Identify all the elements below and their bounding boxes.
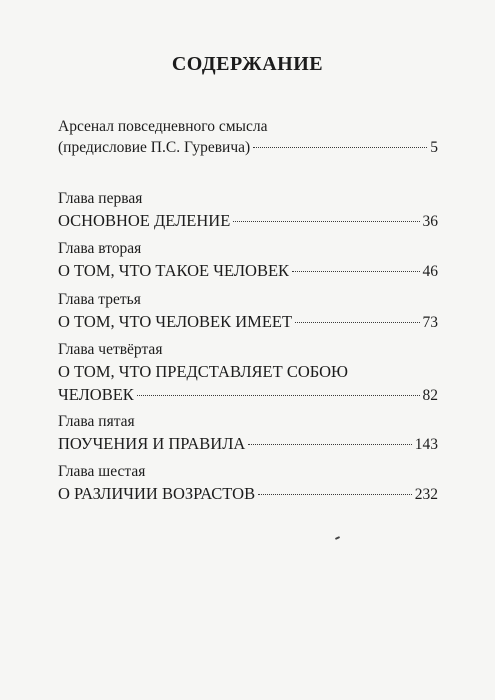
dot-leader bbox=[248, 444, 411, 445]
page-number: 46 bbox=[422, 263, 438, 280]
page-number: 36 bbox=[422, 213, 438, 230]
page-number: 73 bbox=[422, 314, 438, 331]
chapter-label: Глава четвёртая bbox=[58, 341, 163, 358]
chapter-row bbox=[58, 310, 438, 333]
chapter-label: Глава третья bbox=[58, 291, 141, 308]
dot-leader bbox=[258, 494, 412, 495]
toc-entry-chapter-1 bbox=[58, 188, 438, 232]
dot-leader bbox=[253, 147, 427, 148]
chapter-title: ПОУЧЕНИЯ И ПРАВИЛА bbox=[58, 434, 246, 453]
chapter-title: О ТОМ, ЧТО ТАКОЕ ЧЕЛОВЕК bbox=[58, 261, 290, 280]
dot-leader bbox=[295, 322, 419, 323]
toc-entry-chapter-4 bbox=[58, 339, 438, 406]
chapter-label: Глава вторая bbox=[58, 240, 142, 257]
toc-entry-preface bbox=[58, 116, 438, 158]
chapter-row bbox=[58, 209, 438, 232]
chapter-title: ЧЕЛОВЕК bbox=[58, 385, 134, 404]
chapter-label: Глава первая bbox=[58, 190, 143, 207]
dot-leader bbox=[137, 395, 420, 396]
page-number: 143 bbox=[414, 436, 438, 453]
chapter-title: О РАЗЛИЧИИ ВОЗРАСТОВ bbox=[58, 484, 256, 503]
toc-entry-chapter-6 bbox=[58, 461, 438, 505]
toc-entry-chapter-2 bbox=[58, 238, 438, 282]
preface-row bbox=[58, 137, 438, 158]
chapter-label: Глава шестая bbox=[58, 463, 146, 480]
toc-entry-chapter-3 bbox=[58, 289, 438, 333]
page-number: 82 bbox=[422, 387, 438, 404]
chapter-title-line1: О ТОМ, ЧТО ПРЕДСТАВЛЯЕТ СОБОЮ bbox=[58, 362, 348, 381]
print-speck bbox=[335, 536, 340, 540]
chapter-row bbox=[58, 383, 438, 406]
preface-title: Арсенал повседневного смысла bbox=[58, 118, 268, 135]
preface-subtitle: (предисловие П.С. Гуревича) bbox=[58, 139, 251, 156]
dot-leader bbox=[233, 221, 419, 222]
chapter-label: Глава пятая bbox=[58, 413, 135, 430]
page-number: 5 bbox=[430, 139, 438, 156]
chapter-title: ОСНОВНОЕ ДЕЛЕНИЕ bbox=[58, 211, 231, 230]
chapter-title: О ТОМ, ЧТО ЧЕЛОВЕК ИМЕЕТ bbox=[58, 312, 293, 331]
toc-entry-chapter-5 bbox=[58, 411, 438, 455]
dot-leader bbox=[292, 271, 419, 272]
chapter-row bbox=[58, 432, 438, 455]
page-number: 232 bbox=[414, 486, 438, 503]
chapter-row bbox=[58, 482, 438, 505]
chapter-row bbox=[58, 259, 438, 282]
page-title: СОДЕРЖАНИЕ bbox=[171, 53, 324, 75]
